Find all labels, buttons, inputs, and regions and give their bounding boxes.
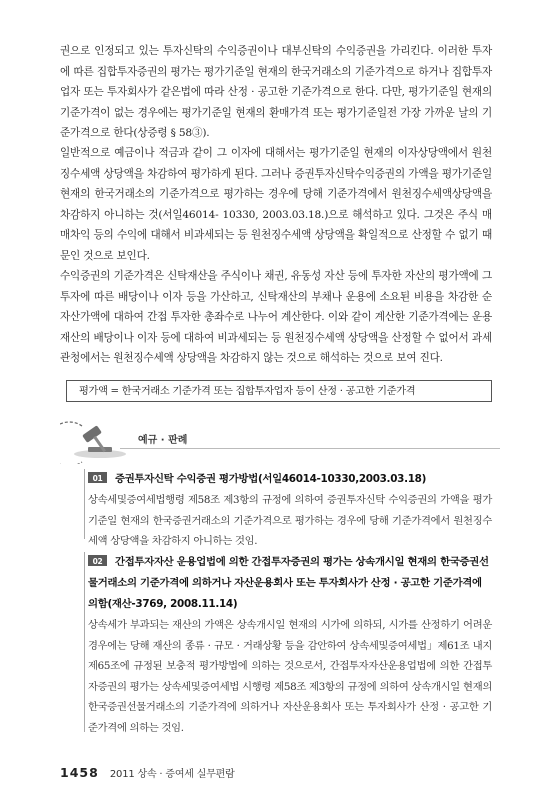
case-body: 상속세가 부과되는 재산의 가액은 상속개시일 현재의 시가에 의하되, 시가를 산정하기 어려운 경우에는 당해 재산의 종류 · 규모 · 거래상황 등을 감안하여 상속세및증여세법」제61조 내지 제65조에 규정된 보충적 평가방법에 의하는 것으로서, 간접투자자산운용업법에 의한 간접투자증권의 평가는 상속세및증여세법 시행령 제58조 제3항의 규정에 의하여 상속개시일 현재의 한국증권선물거래소의 기준가격에 의하거나 자산운용회사 또는 투자회사가 산정 · 공고한 기준가격에 의하는 것임. bbox=[88, 619, 492, 734]
case-number-badge: 02 bbox=[88, 555, 107, 566]
case-entry-1 bbox=[88, 469, 492, 552]
book-title: 2011 상속 · 증여세 실무편람 bbox=[109, 769, 235, 780]
section-header bbox=[60, 418, 500, 464]
case-body: 상속세및증여세법행령 제58조 제3항의 규정에 의하여 증권투자신탁 수익증권의 가액을 평가기준일 현재의 한국증권거래소의 기준가격으로 평가하는 경우에 당해 기준가격에서 원천징수세액 상당액을 차감하지 아니하는 것임. bbox=[88, 494, 492, 548]
case-number-badge: 01 bbox=[88, 472, 107, 483]
gavel-icon bbox=[60, 418, 130, 464]
case-title: 증권투자신탁 수익증권 평가방법(서일46014-10330,2003.03.18) bbox=[115, 473, 427, 485]
case-title: 간접투자자산 운용업법에 의한 간접투자증권의 평가는 상속개시일 현재의 한국증권선물거래소의 기준가격에 의하거나 자산운용회사 또는 투자회사가 산정 · 공고한 기준가격에 의함(재산-3769, 2008.11.14) bbox=[88, 556, 489, 610]
page-number: 1458 bbox=[60, 765, 99, 780]
section-label: 예규 · 판례 bbox=[138, 435, 188, 446]
body-paragraph-1: 권으로 인정되고 있는 투자신탁의 수익증권이나 대부신탁의 수익증권을 가리킨다. 이러한 투자에 따른 집합투자증권의 평가는 평가기준일 현재의 한국거래소의 기준가격으로 하거나 집합투자업자 또는 투자회사가 같은법에 따라 산정 · 공고한 기준가격으로 한다. 다만, 평가기준일 현재의 기준가격이 없는 경우에는 평가기준일 현재의 환매가격 또는 평가기준일전 가장 가까운 날의 기준가격으로 한다(상증령 § 58③). bbox=[60, 45, 492, 140]
case-2-rule bbox=[84, 552, 85, 732]
case-entry-2 bbox=[88, 552, 492, 739]
formula-box: 평가액 = 한국거래소 기준가격 또는 집합투자업자 등이 산정 · 공고한 기준가격 bbox=[66, 380, 492, 402]
case-1-rule bbox=[84, 469, 85, 539]
body-paragraph-3: 수익증권의 기준가격은 신탁재산을 주식이나 채권, 유동성 자산 등에 투자한 자산의 평가액에 그 투자에 따른 배당이나 이자 등을 가산하고, 신탁재산의 부채나 운용에 소요된 비용을 차감한 순자산가액에 대하여 간접 투자한 총좌수로 나누어 계산한다. 이와 같이 계산한 기준가격에는 운용재산의 배당이나 이자 등에 대하여 비과세되는 등 원천징수세액 상당액을 산정할 수 없어서 과세관청에서는 원천징수세액 상당액을 차감하지 않는 것으로 해석하는 것으로 보여 진다. bbox=[60, 270, 492, 365]
section-divider bbox=[120, 448, 500, 449]
page-footer bbox=[60, 762, 235, 782]
body-paragraph-2: 일반적으로 예금이나 적금과 같이 그 이자에 대해서는 평가기준일 현재의 이자상당액에서 원천징수세액 상당액을 차감하여 평가하게 된다. 그러나 증권투자신탁수익증권의 가액을 평가기준일 현재의 한국거래소의 기준가격으로 평가하는 경우에 당해 기준가격에서 원천징수세액상당액을 차감하지 아니하는 것(서일46014- 10330, 2003.03.18.)으로 해석하고 있다. 그것은 주식 매매차익 등의 수익에 대해서 비과세되는 등 원천징수세액 상당액을 확일적으로 산정할 수 없기 때문인 것으로 보인다. bbox=[60, 147, 492, 262]
